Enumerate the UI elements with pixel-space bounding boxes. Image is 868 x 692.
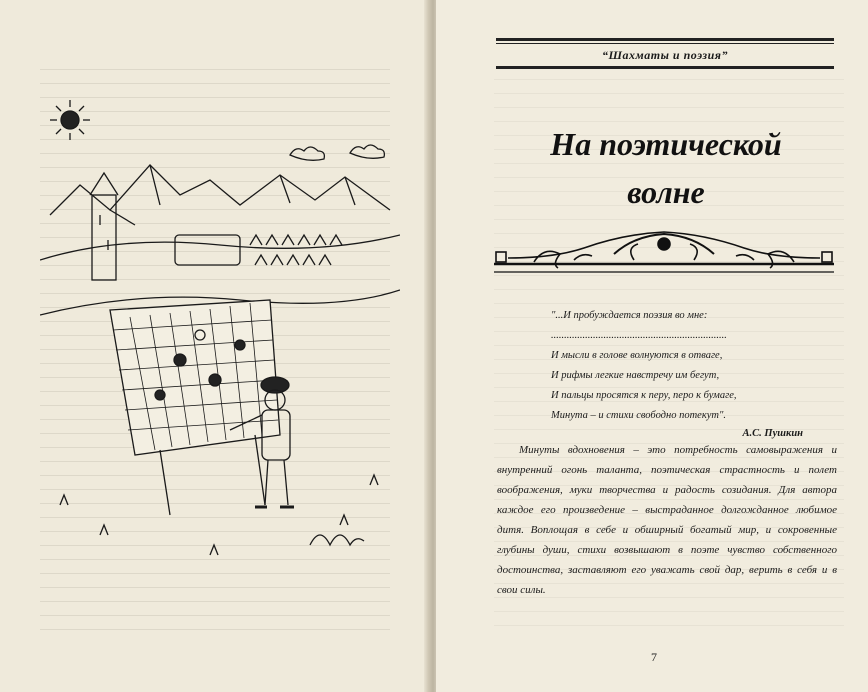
right-page: [436, 0, 868, 692]
page-number: 7: [651, 650, 657, 664]
poem-line: И пальцы просятся к перу, перо к бумаге,: [551, 390, 737, 401]
poem-line: ...................................................................: [551, 330, 727, 341]
title-line-1: На поэтической: [550, 126, 782, 162]
chapter-title: [476, 120, 856, 216]
body-paragraph: Минуты вдохновения – это потребность самовыражения и внутренний огонь таланта, поэтическая страстность и полет воображения, муки творчества и радость созидания. Для автора каждое его произведение – выстраданное долгожданное любимое дитя. Воплощая в себе и обширный богатый мир, и сокровенные глубины души, стихи возвышают в поэте чувство собственного достоинства, заставляют его уважать свой дар, верить в себя и в свои силы.: [497, 444, 837, 596]
header-rule-top: [496, 38, 834, 41]
left-page: [0, 0, 430, 692]
poem-line: "...И пробуждается поэзия во мне:: [551, 310, 708, 321]
chess-painter-illustration: [40, 85, 400, 585]
poem-line: И мысли в голове волнуются в отваге,: [551, 350, 723, 361]
header-rule-bottom: [496, 66, 834, 69]
poem-line: Минута – и стихи свободно потекут".: [551, 410, 727, 421]
running-header: [496, 38, 834, 69]
title-line-2: волне: [627, 174, 705, 210]
poem-line: И рифмы легкие навстречу им бегут,: [551, 370, 720, 381]
poem-author: А.С. Пушкин: [742, 428, 803, 439]
ornament-divider: [494, 228, 834, 276]
header-text: “Шахматы и поэзия”: [602, 48, 728, 62]
epigraph-poem: [551, 306, 841, 444]
